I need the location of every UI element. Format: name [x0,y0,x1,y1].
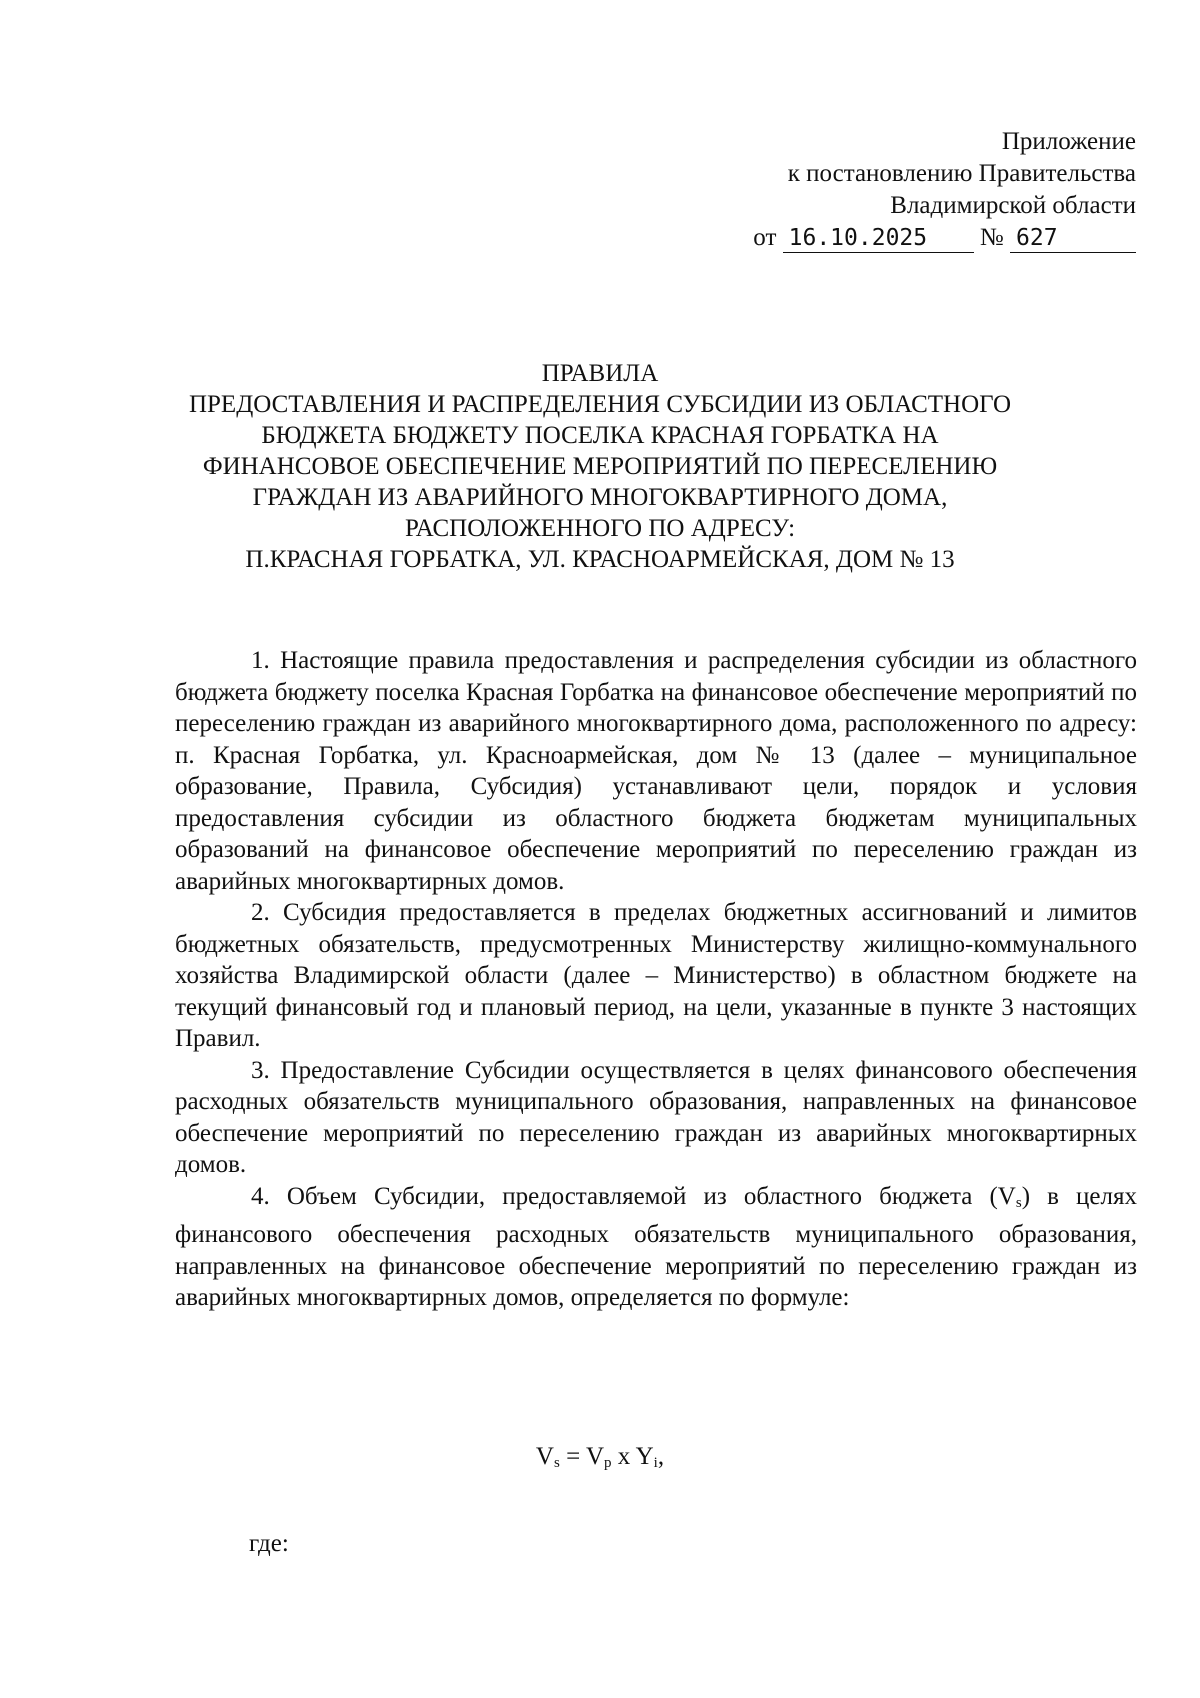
formula-v: V [535,1443,554,1470]
paragraph-4 [175,1181,1137,1314]
handwritten-date: 16.10.2025 [783,224,974,253]
paragraph-4-subscript: s [1015,1194,1022,1211]
formula-sub-i: i [653,1455,658,1471]
formula-sub-p: p [604,1455,612,1471]
title-line: ПРАВИЛА [541,360,659,387]
formula-times: x [611,1443,636,1470]
document-title [150,358,1050,575]
formula-sub-s: s [553,1455,560,1471]
paragraph-2: 2. Субсидия предоставляется в пределах бюджетных ассигнований и лимитов бюджетных обязательств, предусмотренных Министерству жилищно-коммунального хозяйства Владимирской области (далее – Министерство) в областном бюджете на текущий финансовый год и плановый период, на цели, указанные в пункте 3 настоящих Правил. [175,899,1137,1052]
title-line: РАСПОЛОЖЕННОГО ПО АДРЕСУ: [404,515,796,542]
title-line: ПРЕДОСТАВЛЕНИЯ И РАСПРЕДЕЛЕНИЯ СУБСИДИИ ИЗ ОБЛАСТНОГО [188,391,1012,418]
title-line: П.КРАСНАЯ ГОРБАТКА, УЛ. КРАСНОАРМЕЙСКАЯ, ДОМ № 13 [245,546,955,573]
paragraph-4-start: 4. Объем Субсидии, предоставляемой из областного бюджета (V [251,1182,1016,1210]
handwritten-number: 627 [1010,224,1136,253]
title-line: БЮДЖЕТА БЮДЖЕТУ ПОСЕЛКА КРАСНАЯ ГОРБАТКА НА [261,422,939,449]
formula [0,1443,1200,1472]
where-label: где: [249,1530,289,1557]
title-line: ГРАЖДАН ИЗ АВАРИЙНОГО МНОГОКВАРТИРНОГО ДОМА, [252,484,948,511]
appendix-header [716,126,1136,254]
title-line: ФИНАНСОВОЕ ОБЕСПЕЧЕНИЕ МЕРОПРИЯТИЙ ПО ПЕРЕСЕЛЕНИЮ [202,453,998,480]
formula-comma: , [657,1443,665,1470]
date-prefix: от [753,224,777,251]
formula-equals: = [559,1443,586,1470]
appendix-line-3: Владимирской области [890,192,1136,219]
appendix-date-row [716,222,1136,254]
appendix-line-1: Приложение [1001,128,1136,155]
paragraph-3: 3. Предоставление Субсидии осуществляется в целях финансового обеспечения расходных обязательств муниципального образования, направленных на финансовое обеспечение мероприятий по переселению граждан из аварийных многоквартирных домов. [175,1056,1137,1178]
paragraph-4-end: ) в целях финансового обеспечения расходных обязательств муниципального образования, направленных на финансовое обеспечение мероприятий по переселению граждан из аварийных многоквартирных домов, определяется по формуле: [175,1182,1137,1311]
formula-y: Y [635,1443,654,1470]
paragraph-1: 1. Настоящие правила предоставления и распределения субсидии из областного бюджета бюджету поселка Красная Горбатка на финансовое обеспечение мероприятий по переселению граждан из аварийного многоквартирного дома, расположенного по адресу: п. Красная Горбатка, ул. Красноармейская, дом № 13 (далее – муниципальное образование, Правила, Субсидия) устанавливают цели, порядок и условия предоставления субсидии из областного бюджета бюджетам муниципальных образований на финансовое обеспечение мероприятий по переселению граждан из аварийных многоквартирных домов. [175,647,1137,895]
formula-v: V [585,1443,605,1470]
appendix-line-2: к постановлению Правительства [787,160,1136,187]
number-sign: № [979,224,1004,251]
document-body [175,645,1137,1314]
